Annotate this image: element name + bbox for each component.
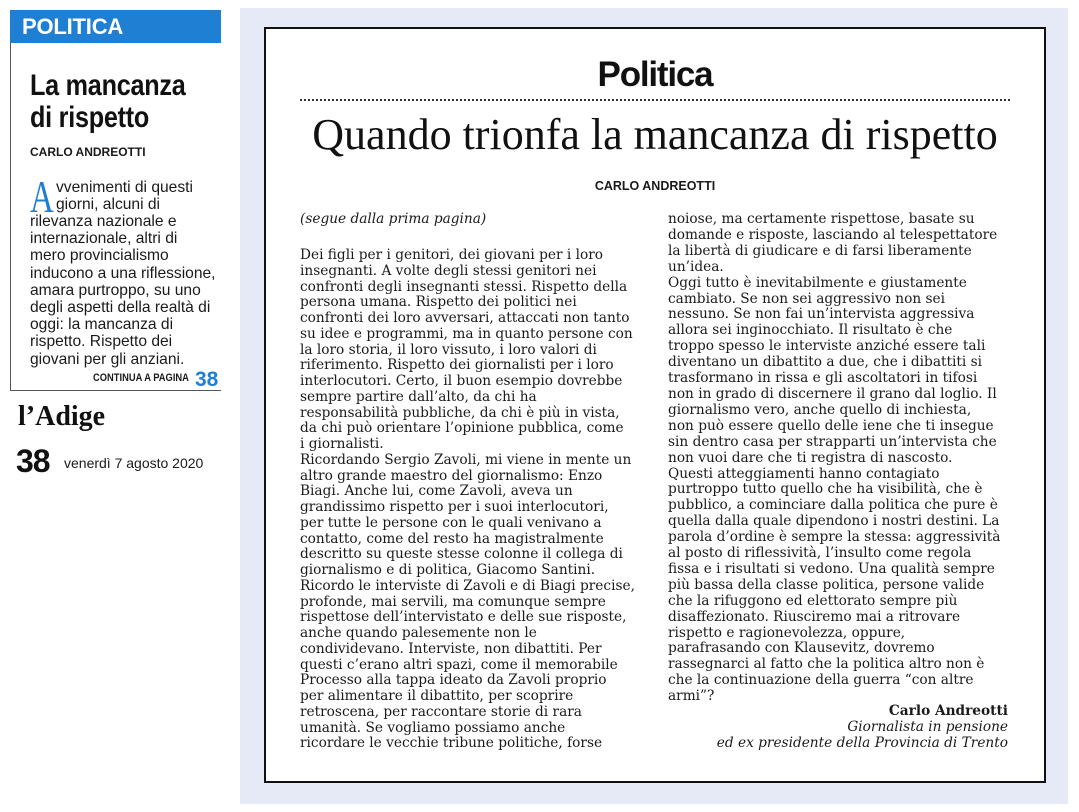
article-text-line: diventano un dibattito a due, che i dibattiti si: [668, 354, 982, 371]
article-text-line: purtroppo tutto quello che ha visibilità, che è: [668, 481, 983, 498]
article-text-line: retroscena, per raccontare storie di rara: [300, 703, 582, 720]
article-text-line: confronti degli insegnanti stessi. Rispetto della: [300, 278, 628, 295]
teaser-body-line: vvenimenti di questi: [56, 178, 193, 196]
article-text-line: non in grado di discernere il grano dal loglio. Il: [668, 385, 997, 402]
article-text-line: la libertà di giudicare e di farsi liberamente: [668, 242, 972, 259]
signature: [668, 703, 1008, 751]
article-text-line: profonde, mai servili, ma comunque sempre: [300, 593, 606, 610]
teaser-body: [30, 171, 230, 368]
article-text-line: da chi può orientare l’opinione pubblica, come: [300, 420, 624, 437]
article-text-line: riferimento. Rispetto dei giornalisti per i loro: [300, 357, 614, 374]
article-text-line: per tutte le persone con le quali venivano a: [300, 514, 602, 531]
teaser-title: [30, 70, 185, 134]
article-headline: Quando trionfa la mancanza di rispetto: [312, 110, 998, 159]
article-text-line: sin dentro casa per strapparti un’intervista che: [668, 433, 997, 450]
article-text-line: grandissimo rispetto per i suoi interlocutori,: [300, 499, 609, 515]
article-column-2: [668, 212, 1000, 705]
article-text-line: Biagi. Anche lui, come Zavoli, aveva un: [300, 483, 573, 500]
article-text-line: più bassa della classe politica, persone valide: [668, 576, 985, 593]
article-text-line: per alimentare il dibattito, per scoprire: [300, 688, 574, 704]
teaser-body-line: rilevanza nazionale e: [30, 212, 177, 230]
teaser-body-line: internazionale, altri di: [30, 230, 178, 248]
article-text-line: descritto su queste stesse colonne il collega di: [300, 546, 623, 563]
article-text-line: trasformano in rissa e gli ascoltatori in tifosi: [668, 370, 978, 387]
article-text-line: persona umana. Rispetto dei politici nei: [300, 294, 577, 311]
article-text-line: domande e risposte, lasciando al telespettatore: [668, 226, 998, 243]
article-text-line: quella dalla quale dipendono i nostri destini. La: [668, 513, 1000, 530]
article-text-line: confronti dei loro avversari, attaccati non tanto: [300, 310, 630, 326]
article-text-line: altro grande maestro del giornalismo: Enzo: [300, 467, 603, 484]
article-text-line: fissa e i risultati si vedono. Una qualità sempre: [668, 560, 995, 577]
article-text-line: condividevano. Interviste, non dibattiti. Per: [300, 640, 602, 657]
signature-name: Carlo Andreotti: [888, 703, 1008, 719]
continued-note: (segue dalla prima pagina): [300, 211, 487, 227]
teaser-body-line: inducono a una riflessione,: [30, 264, 216, 282]
article-text-line: questi c’erano altri spazi, come il memorabile: [300, 656, 618, 673]
article-text-line: anche quando palesemente non le: [300, 625, 537, 641]
dotted-divider: [300, 99, 1010, 101]
article-text-line: la loro storia, il loro vissuto, i loro valori di: [300, 341, 597, 358]
article-text-line: giornalismo e di politica, Giacomo Santini.: [300, 562, 596, 578]
article-text-line: umanità. Se vogliamo possiamo anche: [300, 719, 566, 736]
section-label-bar: [10, 10, 221, 43]
teaser-title-line: di rispetto: [30, 101, 150, 134]
teaser-body-line: rispetto. Rispetto dei: [30, 333, 173, 351]
article-text-line: Processo alla tappa ideato da Zavoli proprio: [300, 672, 607, 689]
article-text-line: cambiato. Se non sei aggressivo non sei: [668, 290, 946, 307]
continue-page-number: 38: [195, 368, 219, 391]
article-text-line: insegnanti. A volte degli stessi genitori nei: [300, 262, 597, 279]
article-section-heading: Politica: [597, 55, 713, 94]
article-text-line: Oggi tutto è inevitabilmente e giustamente: [668, 274, 967, 291]
article-text-line: parafrasando con Klausevitz, dovremo: [668, 640, 935, 657]
drop-cap: A: [30, 171, 54, 222]
teaser-body-line: amara purtroppo, su uno: [30, 281, 201, 299]
article-text-line: noiose, ma certamente rispettose, basate su: [668, 211, 975, 227]
newspaper-logo: l’Adige: [18, 401, 106, 432]
article-text-line: al posto di riflessività, l’insulto come regola: [668, 545, 972, 562]
teaser-author: CARLO ANDREOTTI: [30, 145, 146, 159]
article-column-1: [300, 248, 635, 752]
article-text-line: parola d’ordine è sempre la stessa: aggressività: [668, 529, 1001, 546]
page-number: 38: [16, 443, 50, 479]
article-text-line: i giornalisti.: [300, 436, 384, 452]
article-text-line: responsabilità pubbliche, da chi è più in vista,: [300, 404, 620, 421]
teaser-body-line: giovani per gli anziani.: [30, 350, 185, 368]
article-text-line: giornalismo vero, anche quello di inchiesta,: [668, 401, 972, 418]
section-label: POLITICA: [22, 14, 124, 39]
article-text-line: ricordare le vecchie tribune politiche, forse: [300, 735, 603, 752]
article-text-line: nessuno. Se non fai un’intervista aggressiva: [668, 306, 975, 323]
article-text-line: un’idea.: [668, 258, 724, 275]
publication-date: venerdì 7 agosto 2020: [64, 455, 204, 471]
article-text-line: non può essere quello delle iene che ti insegue: [668, 417, 994, 434]
article-text-line: Dei figli per i genitori, dei giovani per i loro: [300, 247, 603, 263]
signature-role-detail: ed ex presidente della Provincia di Trento: [716, 735, 1008, 751]
article-text-line: sempre partire dall’alto, da chi ha: [300, 388, 537, 405]
signature-role: Giornalista in pensione: [847, 719, 1008, 735]
teaser-body-line: mero provincialismo: [30, 247, 169, 265]
article-text-line: troppo spesso le interviste anziché essere tali: [668, 338, 986, 355]
article-text-line: che la rifuggono ed elettorato sempre più: [668, 592, 958, 609]
article-text-line: Questi atteggiamenti hanno contagiato: [668, 465, 940, 482]
article-text-line: rassegnarci al fatto che la politica altro non è: [668, 656, 985, 673]
teaser-body-line: giorni, alcuni di: [56, 195, 161, 213]
article-text-line: su idee e programmi, ma in quanto persone con: [300, 325, 633, 342]
article-text-line: non vuoi dare che ti registra di nascosto.: [668, 449, 953, 466]
article-text-line: disaffezionato. Riusciremo mai a ritrovare: [668, 608, 961, 625]
article-text-line: contatto, come del resto ha magistralmente: [300, 530, 604, 547]
article-text-line: Ricordo le interviste di Zavoli e di Biagi precise,: [300, 577, 635, 594]
article-text-line: rispettose dell’intervistato e delle sue risposte,: [300, 609, 627, 626]
article-byline: CARLO ANDREOTTI: [594, 179, 716, 193]
article-text-line: pubblico, a cominciare dalla politica che pure è: [668, 497, 998, 514]
article-text-line: rispetto e ragionevolezza, oppure,: [668, 624, 906, 641]
article-text-line: che la continuazione della guerra “con altre: [668, 672, 974, 689]
teaser-body-line: oggi: la mancanza di: [30, 316, 174, 334]
teaser-body-line: degli aspetti della realtà di: [30, 298, 211, 316]
teaser-title-line: La mancanza: [30, 69, 186, 102]
article-text-line: Ricordando Sergio Zavoli, mi viene in mente un: [300, 451, 632, 468]
continue-label: CONTINUA A PAGINA: [93, 372, 189, 384]
article-text-line: allora sei inginocchiato. Il risultato è che: [668, 322, 953, 339]
article-text-line: interlocutori. Certo, il buon esempio dovrebbe: [300, 373, 623, 389]
article-text-line: armi”?: [668, 688, 715, 705]
